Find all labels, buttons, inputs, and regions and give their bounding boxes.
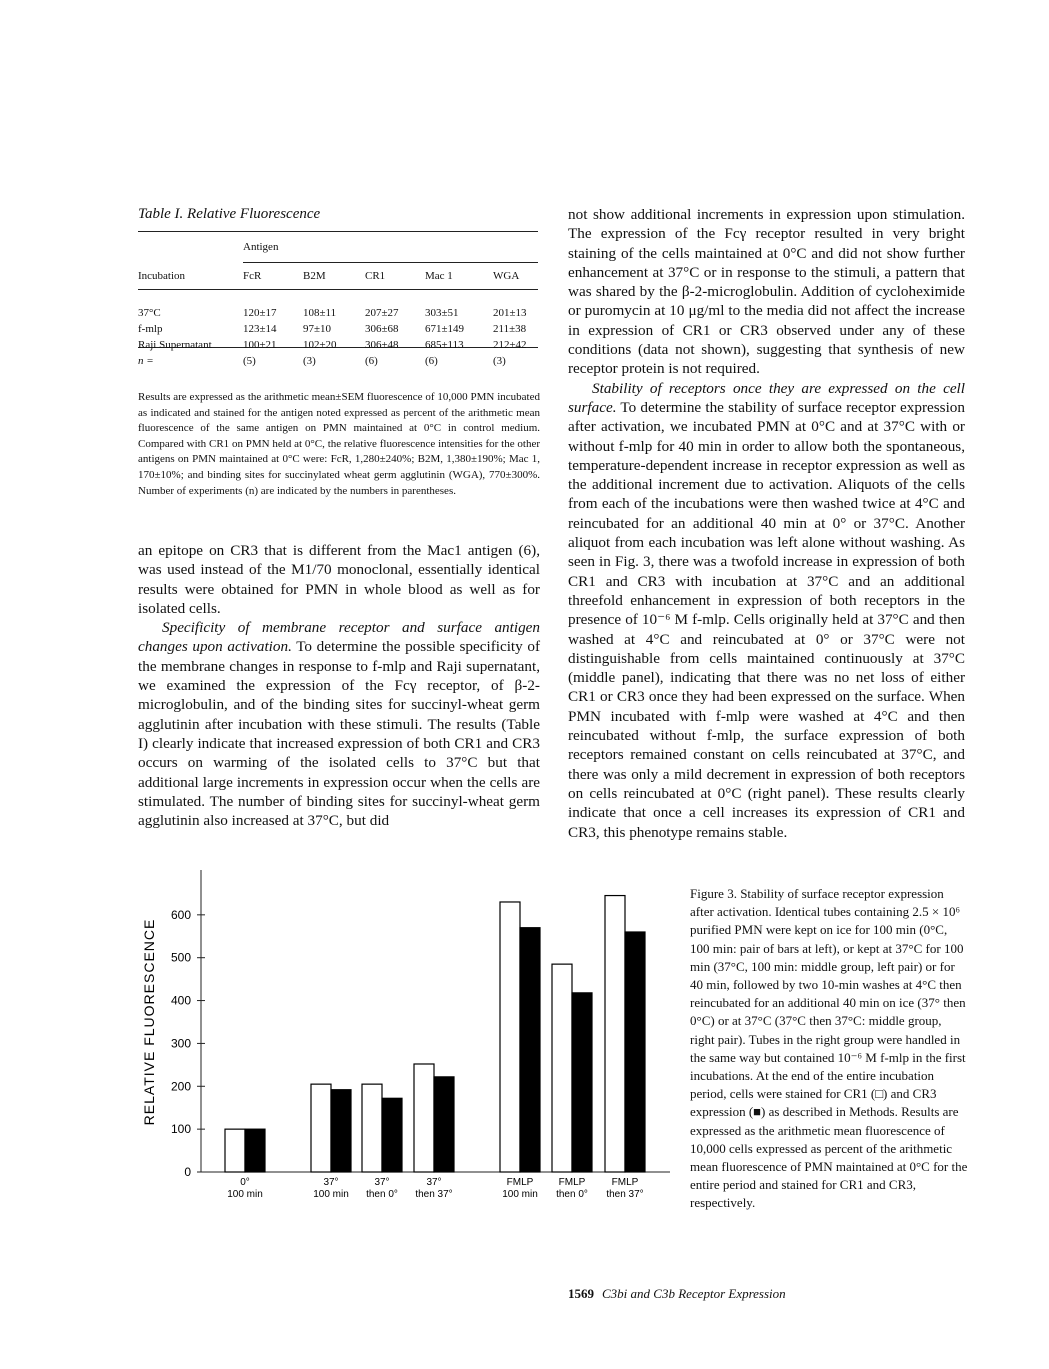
y-tick-label: 300: [170, 1036, 191, 1051]
table-cell: (6): [425, 355, 438, 367]
column-header: WGA: [493, 269, 520, 282]
x-tick-label: FMLP: [506, 1177, 534, 1188]
x-tick-label: then 37°: [606, 1189, 644, 1200]
bar-cr1: [225, 1129, 245, 1172]
table-cell: 123±14: [243, 323, 277, 335]
bar-cr3: [382, 1098, 402, 1172]
y-tick-label: 500: [170, 950, 191, 965]
table-row: [138, 321, 538, 337]
caption-label: Figure 3.: [690, 886, 737, 901]
x-tick-label: FMLP: [611, 1177, 639, 1188]
bar-cr3: [572, 993, 592, 1172]
bar-cr1: [414, 1064, 434, 1172]
x-tick-label: 37°: [426, 1177, 442, 1188]
table-cell: (5): [243, 355, 256, 367]
page-number: 1569: [568, 1286, 594, 1301]
table-row: [138, 305, 538, 321]
figure-caption: [690, 885, 968, 1213]
y-tick-label: 600: [170, 907, 191, 922]
table-cell: 303±51: [425, 307, 459, 319]
table-cell: (3): [493, 355, 506, 367]
table-cell: 102±20: [303, 339, 337, 351]
table-cell: 100±21: [243, 339, 277, 351]
x-tick-label: FMLP: [558, 1177, 586, 1188]
table-cell: 671±149: [425, 323, 465, 335]
bar-cr3: [245, 1129, 265, 1172]
x-tick-label: then 37°: [415, 1189, 453, 1200]
table-cell: 207±27: [365, 307, 399, 319]
right-column-text: [568, 205, 965, 842]
y-tick-label: 100: [170, 1122, 191, 1137]
table-cell: (3): [303, 355, 316, 367]
table-cell: 201±13: [493, 307, 527, 319]
y-tick-label: 200: [170, 1079, 191, 1094]
table-cell: 120±17: [243, 307, 277, 319]
table-cell: 306±68: [365, 323, 399, 335]
column-header: Mac 1: [425, 269, 453, 282]
incubation-header: Incubation: [138, 269, 186, 282]
x-tick-label: 100 min: [502, 1189, 538, 1200]
paragraph: not show additional increments in expression upon stimulation. The expression of the Fcγ receptor resulted in very bright staining of the cells maintained at 0°C and did not show further enhancement at 37°C or in response to the stimuli, a pattern that was shared by the β-2-microglobulin. Addition of cycloheximide or puromycin at 10 μg/ml to the media did not affect the increase in expression of CR1 or CR3 observed under any of these conditions (data not shown), suggesting that synthesis of new receptor protein is not required.: [568, 206, 965, 378]
x-tick-label: 0°: [240, 1177, 250, 1188]
figure-3-chart: [130, 860, 675, 1220]
paragraph-body: To determine the possible specificity of the membrane changes in response to f-mlp and Raji supernatant, we examined the expression of the Fcγ receptor, of β-2-microglobulin, and of the binding sites for succinyl-wheat germ agglutinin after incubation with these stimuli. The results (Table I) clearly indicate that increased expression of both CR1 and CR3 occurs on warming of the isolated cells to 37°C but that additional large increments in expression occur when the cells are stimulated. The number of binding sites for succinyl-wheat germ agglutinin also increased at 37°C, but did: [138, 638, 540, 830]
x-tick-label: then 0°: [556, 1189, 588, 1200]
column-header: CR1: [365, 269, 386, 282]
table-row: [138, 337, 538, 353]
table-cell: 211±38: [493, 323, 527, 335]
relative-fluorescence-table: [138, 232, 538, 369]
row-label: f-mlp: [138, 323, 163, 335]
y-tick-label: 400: [170, 993, 191, 1008]
table-footnote: Results are expressed as the arithmetic mean±SEM fluorescence of 10,000 PMN incubated as indicated and stained for the antigen noted expressed as percent of the arithmetic mean fluorescence of the same antigen on PMN maintained at 0°C in control medium. Compared with CR1 on PMN held at 0°C, the relative fluorescence intensities for the other antigens on PMN maintained at 0°C were: FcR, 1,280±240%; B2M, 1,380±190%; Mac 1, 170±10%; and binding sites for succinylated wheat germ agglutinin (WGA), 770±300%. Number of experiments (n) are indicated by the numbers in parentheses.: [138, 391, 540, 497]
table-cell: 212±42: [493, 339, 527, 351]
table-cell: 97±10: [303, 323, 332, 335]
bar-cr1: [311, 1084, 331, 1172]
antigen-group-header: Antigen: [243, 241, 279, 253]
x-tick-label: 100 min: [313, 1189, 349, 1200]
paragraph: [568, 379, 965, 842]
paragraph: an epitope on CR3 that is different from the Mac1 antigen (6), was used instead of the M1/70 monoclonal, essentially identical results were obtained for PMN in whole blood as well as for isolated cells.: [138, 542, 540, 617]
table-cell: 685±113: [425, 339, 464, 351]
row-label: 37°C: [138, 307, 161, 319]
bar-cr1: [552, 964, 572, 1172]
row-label: n =: [138, 355, 154, 367]
running-title: C3bi and C3b Receptor Expression: [602, 1286, 786, 1301]
column-header: FcR: [243, 269, 262, 282]
bar-cr3: [434, 1077, 454, 1172]
section-heading: Specificity of membrane receptor and surface antigen changes upon activation.: [138, 619, 540, 656]
paragraph: [138, 618, 540, 830]
table-cell: (6): [365, 355, 378, 367]
y-tick-label: 0: [184, 1165, 191, 1179]
section-heading: Stability of receptors once they are expressed on the cell surface.: [568, 379, 965, 416]
x-tick-label: 100 min: [227, 1189, 263, 1200]
x-tick-label: 37°: [323, 1177, 339, 1188]
bar-cr3: [520, 928, 540, 1172]
x-tick-label: then 0°: [366, 1189, 398, 1200]
page-footer: [568, 1286, 786, 1302]
bar-cr3: [331, 1090, 351, 1172]
row-label: Raji Supernatant: [138, 339, 212, 351]
left-column-text: [138, 541, 540, 830]
y-axis-label: RELATIVE FLUORESCENCE: [141, 918, 157, 1126]
bar-cr3: [625, 932, 645, 1172]
x-tick-label: 37°: [374, 1177, 390, 1188]
table-cell: 306±48: [365, 339, 399, 351]
table-title: Table I. Relative Fluorescence: [138, 206, 321, 222]
table-cell: 108±11: [303, 307, 337, 319]
paragraph-body: To determine the stability of surface receptor expression after activation, we incubated PMN at 0°C and at 37°C with or without f-mlp for 40 min in order to allow both the spontaneous, temperature-dependent increase in receptor expression as well as the additional increment due to activation. Aliquots of the cells from each of the incubations were then washed twice at 4°C and reincubated for an additional 40 min at 0° or 37°C. Another aliquot from each incubation was left alone without washing. As seen in Fig. 3, there was a twofold increase in expression of both CR1 and CR3 with incubation at 37°C and an additional threefold enhancement in expression of both receptors in the presence of 10⁻⁶ M f-mlp. Cells originally held at 37°C and then washed at 4°C and reincubated at 0° or 37°C were not distinguishable from cells maintained continuously at 37°C (middle panel), indicating that there was no net loss of either CR1 or CR3 once they had been expressed on the surface. When PMN incubated with f-mlp were washed at 4°C and then reincubated without f-mlp, the surface expression of both receptors remained constant on cells reincubated at 37°C, and there was only a mild decrement in expression of both receptors on cells reincubated at 0°C (right panel). These results clearly indicate that once a cell increases its expression of CR1 and CR3, this phenotype remains stable.: [568, 398, 965, 841]
column-header: B2M: [303, 269, 326, 282]
bar-cr1: [500, 902, 520, 1172]
bar-cr1: [605, 896, 625, 1172]
table-row: [138, 353, 538, 369]
caption-text: Stability of surface receptor expression after activation. Identical tubes containing 2.5 × 10⁶ purified PMN were kept on ice for 100 min (0°C, 100 min: pair of bars at left), or kept at 37°C for 100 min (37°C, 100 min: middle group, left pair) or for 40 min, followed by two 10-min washes at 4°C then reincubated for an additional 40 min on ice (37° then 0°C) or at 37°C (37°C then 37°C: middle group, right pair). Tubes in the right group were handled in the same way but contained 10⁻⁶ M f-mlp in the first incubations. At the end of the entire incubation period, cells were stained for CR1 (□) and CR3 expression (■) as described in Methods. Results are expressed as the arithmetic mean fluorescence of 10,000 cells expressed as percent of the arithmetic mean fluorescence of PMN maintained at 0°C for the entire period and stained for CR1 and CR3, respectively.: [690, 886, 968, 1211]
bar-cr1: [362, 1084, 382, 1172]
